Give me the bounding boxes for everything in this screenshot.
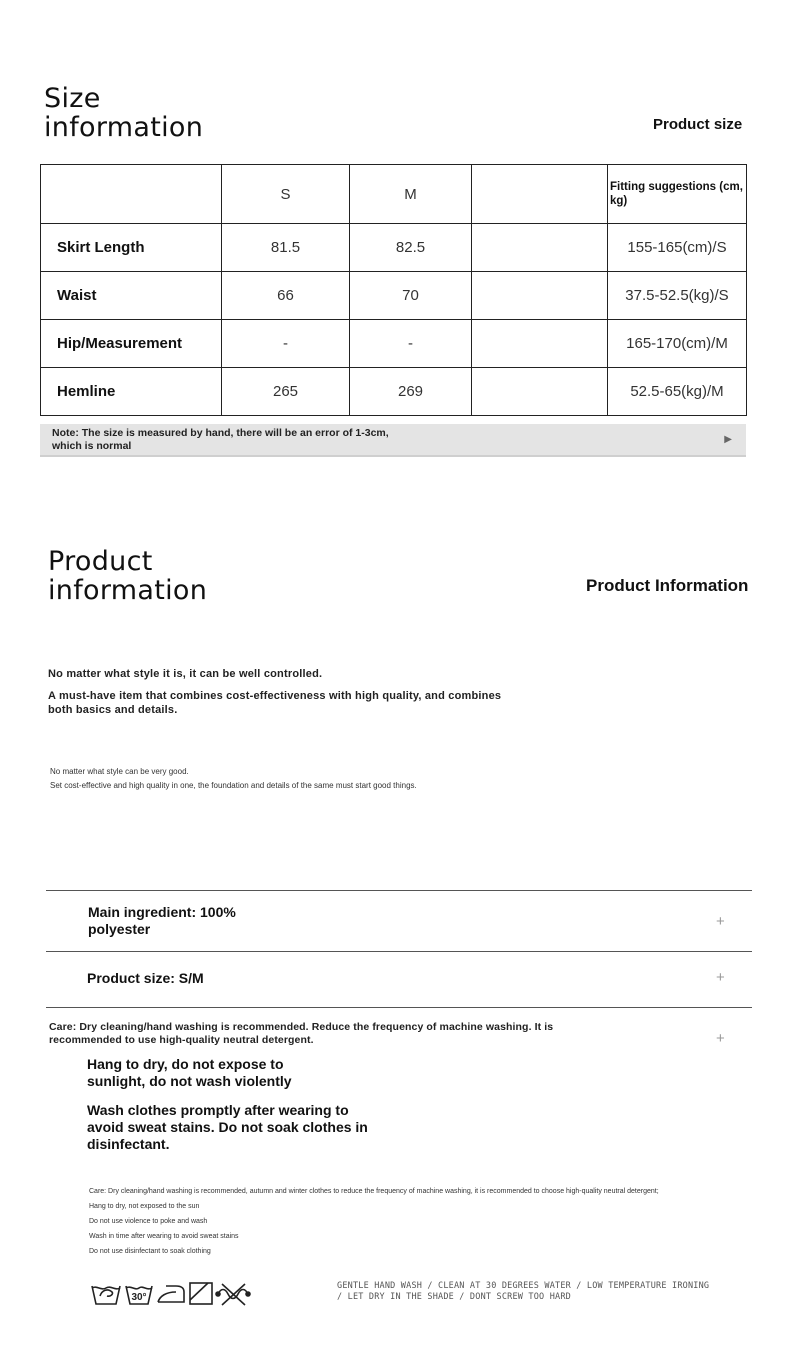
product-title	[48, 547, 207, 605]
cell-m: 82.5	[350, 224, 472, 272]
tagline-1: No matter what style it is, it can be well controlled.	[48, 668, 323, 680]
care-small-item: Do not use disinfectant to soak clothing	[89, 1248, 211, 1255]
care-small-item: Care: Dry cleaning/hand washing is recommended, autumn and winter clothes to reduce the frequency of machine washing, it is recommended to choose high-quality neutral detergent;	[89, 1188, 659, 1195]
cell-empty	[472, 272, 608, 320]
table-row	[41, 224, 747, 272]
care-wash-line1: Wash clothes promptly after wearing to	[87, 1102, 349, 1118]
cell-fit: 52.5-65(kg)/M	[608, 368, 747, 416]
care-summary	[49, 1021, 553, 1047]
size-title-line1: Size	[44, 83, 101, 114]
care-dry-line1: Hang to dry, do not expose to	[87, 1056, 284, 1072]
care-small-list	[89, 1184, 769, 1259]
dry-shade-icon	[190, 1283, 212, 1304]
cell-empty	[472, 320, 608, 368]
care-small-item: Wash in time after wearing to avoid sweat stains	[89, 1233, 239, 1240]
care-instruction-wash	[87, 1102, 368, 1153]
plus-icon[interactable]: +	[716, 1030, 725, 1047]
header-cell	[472, 165, 608, 224]
tagline-2-line2: both basics and details.	[48, 704, 178, 716]
care-instruction-dry	[87, 1056, 292, 1090]
product-information-label: Product Information	[586, 576, 749, 595]
wash-text-line2: / LET DRY IN THE SHADE / DONT SCREW TOO HARD	[337, 1292, 571, 1302]
ingredient-line1: Main ingredient: 100%	[88, 904, 236, 920]
product-title-line1: Product	[48, 546, 153, 577]
hand-wash-icon	[92, 1286, 120, 1304]
size-note-text: Note: The size is measured by hand, there will be an error of 1-3cm, which is normal	[52, 427, 389, 452]
no-wring-icon	[216, 1284, 250, 1305]
wash-care-text	[337, 1281, 709, 1303]
row-label: Hemline	[41, 368, 222, 416]
wash-30-icon	[126, 1286, 152, 1304]
plus-icon[interactable]: +	[716, 969, 725, 986]
wash-icons-row	[90, 1278, 252, 1308]
table-row	[41, 368, 747, 416]
header-cell-m: M	[350, 165, 472, 224]
care-line1: Care: Dry cleaning/hand washing is recommended. Reduce the frequency of machine washing. It is	[49, 1021, 554, 1033]
product-title-line2: information	[48, 575, 208, 606]
accordion-size-label[interactable]: Product size: S/M	[87, 970, 204, 986]
cell-s: 66	[222, 272, 350, 320]
size-table	[40, 164, 747, 416]
accordion-ingredient-label[interactable]	[88, 904, 236, 938]
care-dry-line2: sunlight, do not wash violently	[87, 1073, 292, 1089]
ingredient-line2: polyester	[88, 921, 151, 937]
header-cell	[41, 165, 222, 224]
product-size-label: Product size	[653, 116, 743, 133]
care-small-item: Hang to dry, not exposed to the sun	[89, 1203, 200, 1210]
divider	[46, 890, 752, 891]
cell-fit: 155-165(cm)/S	[608, 224, 747, 272]
play-arrow-icon[interactable]: ▶	[724, 434, 732, 445]
row-label: Skirt Length	[41, 224, 222, 272]
care-line2: recommended to use high-quality neutral detergent.	[49, 1034, 314, 1046]
wash-temp-label: 30°	[131, 1292, 147, 1303]
cell-m: 70	[350, 272, 472, 320]
size-note-bar[interactable]	[40, 424, 746, 457]
wash-text-line1: GENTLE HAND WASH / CLEAN AT 30 DEGREES WATER / LOW TEMPERATURE IRONING	[337, 1281, 710, 1291]
small-description-line1: No matter what style can be very good.	[50, 767, 189, 776]
care-wash-line2: avoid sweat stains. Do not soak clothes in	[87, 1119, 368, 1135]
size-title-line2: information	[44, 112, 204, 143]
small-description	[50, 765, 417, 793]
cell-s: 265	[222, 368, 350, 416]
row-label: Hip/Measurement	[41, 320, 222, 368]
table-row	[41, 320, 747, 368]
cell-s: -	[222, 320, 350, 368]
tagline-2	[48, 689, 501, 717]
table-header-row	[41, 165, 747, 224]
cell-fit: 165-170(cm)/M	[608, 320, 747, 368]
cell-fit: 37.5-52.5(kg)/S	[608, 272, 747, 320]
divider	[46, 951, 752, 952]
header-cell-s: S	[222, 165, 350, 224]
cell-m: -	[350, 320, 472, 368]
small-description-line2: Set cost-effective and high quality in one, the foundation and details of the same must start good things.	[50, 781, 417, 790]
divider	[46, 1007, 752, 1008]
care-wash-line3: disinfectant.	[87, 1136, 170, 1152]
header-cell-fitting: Fitting suggestions (cm, kg)	[608, 165, 747, 224]
cell-s: 81.5	[222, 224, 350, 272]
plus-icon[interactable]: +	[716, 913, 725, 930]
tagline-2-line1: A must-have item that combines cost-effectiveness with high quality, and combines	[48, 690, 502, 702]
cell-empty	[472, 224, 608, 272]
cell-empty	[472, 368, 608, 416]
iron-low-icon	[158, 1286, 184, 1302]
row-label: Waist	[41, 272, 222, 320]
size-title	[44, 84, 203, 142]
table-row	[41, 272, 747, 320]
cell-m: 269	[350, 368, 472, 416]
care-small-item: Do not use violence to poke and wash	[89, 1218, 208, 1225]
